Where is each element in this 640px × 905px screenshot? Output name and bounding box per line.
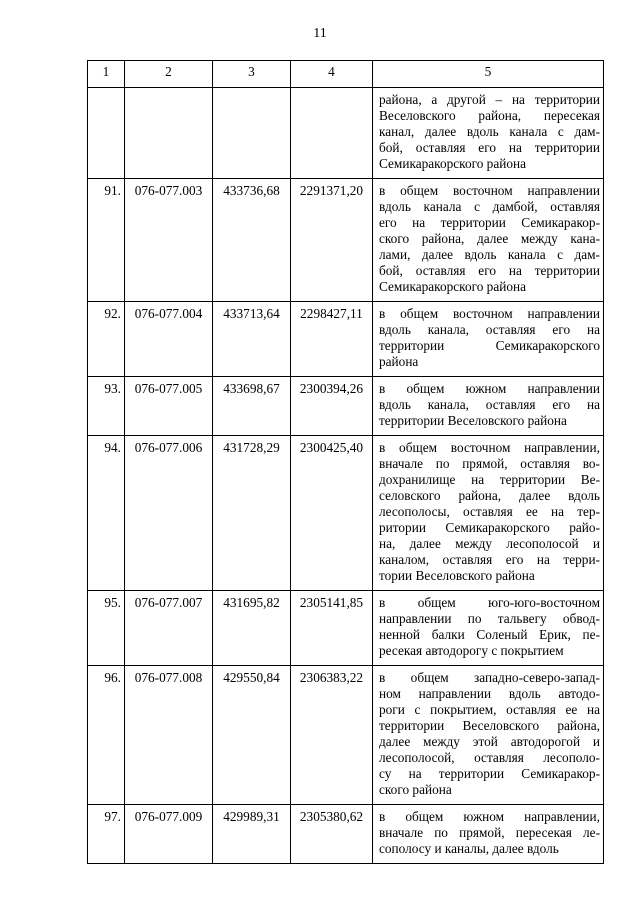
- description-line: селовского района, далее вдоль: [379, 488, 600, 503]
- description-line: на, далее между лесополосой и: [379, 536, 600, 551]
- boundary-description-cell: [373, 591, 604, 666]
- table-row: [88, 302, 604, 377]
- row-number-cell: 91.: [88, 179, 125, 302]
- y-coordinate-cell: 2305380,62: [291, 805, 373, 864]
- description-line: ненной балки Соленый Ерик, пе-: [379, 627, 600, 642]
- description-line: ского района, далее между кана-: [379, 231, 600, 246]
- description-line: бой, оставляя его на территории: [379, 263, 600, 278]
- x-coordinate-cell: 431695,82: [213, 591, 291, 666]
- row-number-cell: [88, 88, 125, 179]
- description-line: лесополосы, оставляя ее на тер-: [379, 504, 600, 519]
- header-col-5: 5: [373, 61, 604, 88]
- description-line: каналом, оставляя его на терри-: [379, 552, 600, 567]
- table-row: [88, 88, 604, 179]
- header-col-3: 3: [213, 61, 291, 88]
- description-line: сополосу и каналы, далее вдоль: [379, 841, 559, 856]
- description-line: лесополосой, оставляя лесополо-: [379, 750, 600, 765]
- description-line: вдоль канала, оставляя его на: [379, 397, 600, 412]
- point-code-cell: 076-077.003: [125, 179, 213, 302]
- description-line: Семикаракорского района: [379, 279, 527, 294]
- x-coordinate-cell: 433713,64: [213, 302, 291, 377]
- description-line: дохранилище на территории Ве-: [379, 472, 600, 487]
- description-line: в общем восточном направлении,: [379, 440, 600, 455]
- description-line: территории Веселовского района,: [379, 718, 600, 733]
- point-code-cell: [125, 88, 213, 179]
- y-coordinate-cell: 2306383,22: [291, 666, 373, 805]
- description-line: в общем западно-северо-запад-: [379, 670, 600, 685]
- table-row: [88, 805, 604, 864]
- x-coordinate-cell: 431728,29: [213, 436, 291, 591]
- description-line: далее между этой автодорогой и: [379, 734, 600, 749]
- boundary-description-cell: [373, 436, 604, 591]
- description-line: тории Веселовского района: [379, 568, 535, 583]
- table-row: [88, 377, 604, 436]
- header-col-1: 1: [88, 61, 125, 88]
- description-line: Веселовского района, пересекая: [379, 108, 600, 123]
- x-coordinate-cell: 433736,68: [213, 179, 291, 302]
- description-line: района, а другой – на территории: [379, 92, 600, 107]
- point-code-cell: 076-077.006: [125, 436, 213, 591]
- table-body: [88, 88, 604, 864]
- row-number-cell: 92.: [88, 302, 125, 377]
- header-col-2: 2: [125, 61, 213, 88]
- description-line: направлении по тальвегу обвод-: [379, 611, 600, 626]
- description-line: в общем восточном направлении: [379, 306, 600, 321]
- boundary-description-cell: [373, 805, 604, 864]
- x-coordinate-cell: 429550,84: [213, 666, 291, 805]
- y-coordinate-cell: [291, 88, 373, 179]
- row-number-cell: 93.: [88, 377, 125, 436]
- boundary-description-cell: [373, 302, 604, 377]
- header-row: [88, 61, 604, 88]
- boundary-description-cell: [373, 179, 604, 302]
- description-line: ресекая автодорогу с покрытием: [379, 643, 564, 658]
- y-coordinate-cell: 2300394,26: [291, 377, 373, 436]
- point-code-cell: 076-077.008: [125, 666, 213, 805]
- description-line: вдоль канала с дамбой, оставляя: [379, 199, 600, 214]
- point-code-cell: 076-077.007: [125, 591, 213, 666]
- table-row: [88, 436, 604, 591]
- table-row: [88, 591, 604, 666]
- description-line: территории Семикаракорского: [379, 338, 600, 353]
- description-line: вначале по прямой, оставляя во-: [379, 456, 600, 471]
- description-line: ритории Семикаракорского райо-: [379, 520, 600, 535]
- boundary-description-cell: [373, 377, 604, 436]
- boundary-table: [87, 60, 604, 864]
- description-line: роги с покрытием, оставляя ее на: [379, 702, 600, 717]
- description-line: вдоль канала, оставляя его на: [379, 322, 600, 337]
- row-number-cell: 97.: [88, 805, 125, 864]
- description-line: его на территории Семикаракор-: [379, 215, 600, 230]
- y-coordinate-cell: 2300425,40: [291, 436, 373, 591]
- description-line: района: [379, 354, 419, 369]
- description-line: Семикаракорского района: [379, 156, 527, 171]
- y-coordinate-cell: 2291371,20: [291, 179, 373, 302]
- description-line: в общем восточном направлении: [379, 183, 600, 198]
- boundary-description-cell: [373, 88, 604, 179]
- header-col-4: 4: [291, 61, 373, 88]
- description-line: в общем юго-юго-восточном: [379, 595, 600, 610]
- table-row: [88, 179, 604, 302]
- y-coordinate-cell: 2305141,85: [291, 591, 373, 666]
- description-line: канал, далее вдоль канала с дам-: [379, 124, 600, 139]
- description-line: лами, далее вдоль канала с дам-: [379, 247, 600, 262]
- point-code-cell: 076-077.009: [125, 805, 213, 864]
- description-line: ского района: [379, 782, 452, 797]
- row-number-cell: 95.: [88, 591, 125, 666]
- description-line: ном направлении вдоль автодо-: [379, 686, 600, 701]
- description-line: в общем южном направлении,: [379, 809, 600, 824]
- description-line: вначале по прямой, пересекая ле-: [379, 825, 600, 840]
- page-number: 11: [313, 26, 327, 41]
- description-line: су на территории Семикаракор-: [379, 766, 600, 781]
- point-code-cell: 076-077.005: [125, 377, 213, 436]
- boundary-description-cell: [373, 666, 604, 805]
- table-row: [88, 666, 604, 805]
- x-coordinate-cell: 433698,67: [213, 377, 291, 436]
- point-code-cell: 076-077.004: [125, 302, 213, 377]
- description-line: территории Веселовского района: [379, 413, 567, 428]
- description-line: в общем южном направлении: [379, 381, 600, 396]
- row-number-cell: 96.: [88, 666, 125, 805]
- y-coordinate-cell: 2298427,11: [291, 302, 373, 377]
- description-line: бой, оставляя его на территории: [379, 140, 600, 155]
- x-coordinate-cell: 429989,31: [213, 805, 291, 864]
- x-coordinate-cell: [213, 88, 291, 179]
- row-number-cell: 94.: [88, 436, 125, 591]
